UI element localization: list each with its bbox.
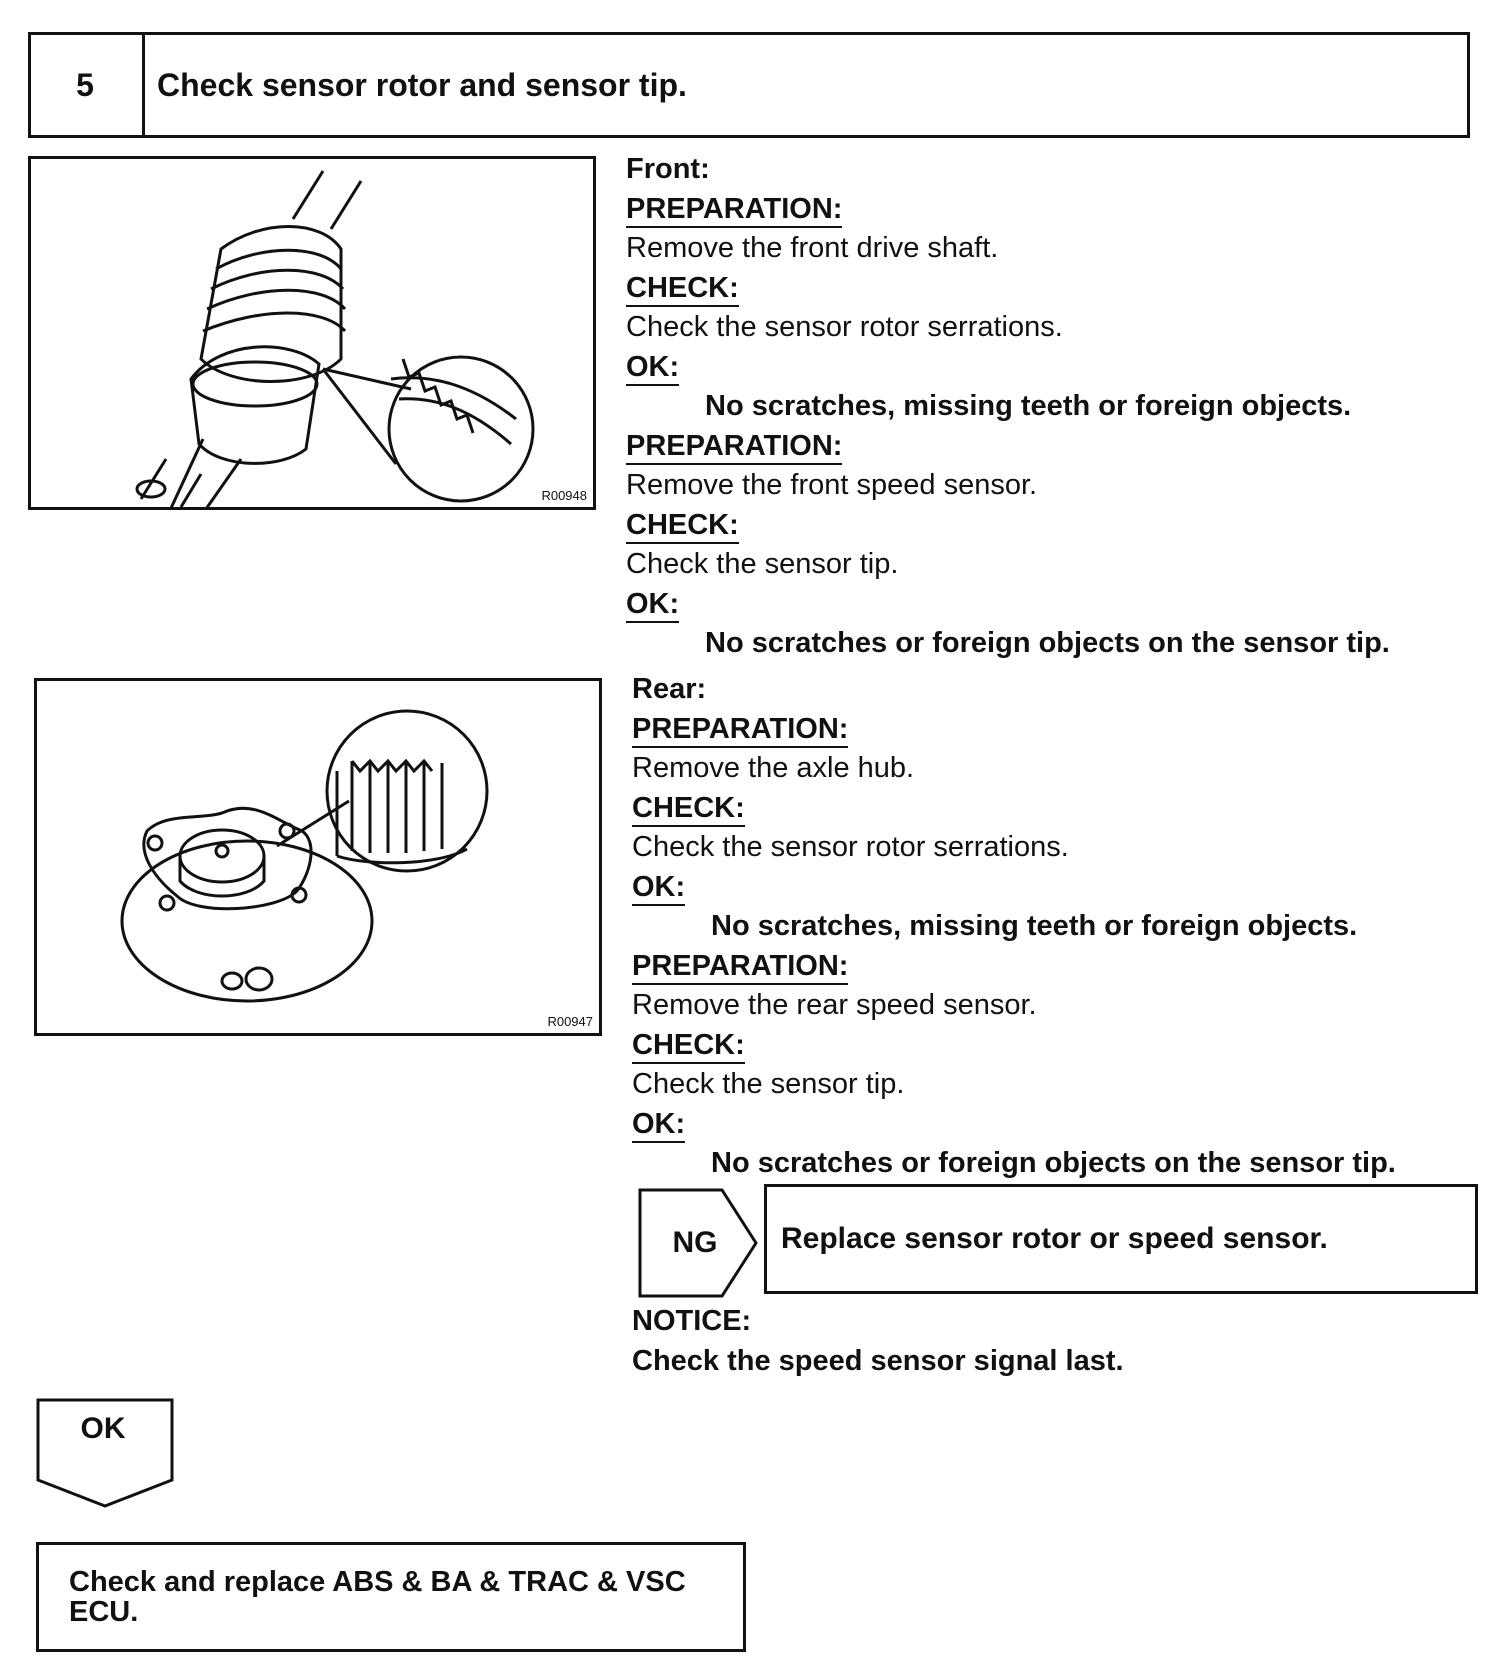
ng-label: NG bbox=[672, 1226, 718, 1259]
axle-hub-illustration bbox=[37, 681, 599, 1033]
front-section bbox=[626, 150, 1390, 664]
check-label: CHECK: bbox=[626, 271, 739, 307]
check-label: CHECK: bbox=[632, 791, 745, 827]
ok-spec: No scratches or foreign objects on the sensor tip. bbox=[711, 1147, 1396, 1179]
check-text: Check the sensor tip. bbox=[626, 548, 899, 580]
preparation-label: PREPARATION: bbox=[626, 429, 842, 465]
ok-spec: No scratches, missing teeth or foreign objects. bbox=[705, 390, 1352, 422]
preparation-text: Remove the front drive shaft. bbox=[626, 232, 999, 264]
ok-label: OK: bbox=[626, 350, 679, 386]
final-action-box bbox=[36, 1542, 746, 1652]
notice bbox=[632, 1302, 1124, 1381]
drive-shaft-illustration bbox=[31, 159, 593, 507]
rear-axle-hub-figure bbox=[34, 678, 602, 1036]
front-drive-shaft-figure bbox=[28, 156, 596, 510]
ok-result-label: OK bbox=[80, 1412, 126, 1445]
preparation-text: Remove the front speed sensor. bbox=[626, 469, 1038, 501]
front-heading: Front: bbox=[626, 153, 710, 185]
preparation-label: PREPARATION: bbox=[632, 712, 848, 748]
final-action-line: Check and replace ABS & BA & TRAC & VSC bbox=[69, 1566, 686, 1598]
check-label: CHECK: bbox=[626, 508, 739, 544]
ng-action-box bbox=[764, 1184, 1478, 1294]
step-number: 5 bbox=[28, 32, 145, 138]
check-label: CHECK: bbox=[632, 1028, 745, 1064]
step-title: Check sensor rotor and sensor tip. bbox=[157, 66, 687, 103]
ok-label: OK: bbox=[632, 1107, 685, 1143]
notice-label: NOTICE: bbox=[632, 1305, 752, 1337]
figure-code: R00948 bbox=[541, 488, 587, 503]
check-text: Check the sensor rotor serrations. bbox=[632, 831, 1069, 863]
preparation-label: PREPARATION: bbox=[626, 192, 842, 228]
ok-label: OK: bbox=[632, 870, 685, 906]
figure-code: R00947 bbox=[547, 1014, 593, 1029]
notice-text: Check the speed sensor signal last. bbox=[632, 1344, 1124, 1377]
check-text: Check the sensor rotor serrations. bbox=[626, 311, 1063, 343]
rear-section bbox=[632, 670, 1396, 1184]
preparation-label: PREPARATION: bbox=[632, 949, 848, 985]
ok-label: OK: bbox=[626, 587, 679, 623]
preparation-text: Remove the axle hub. bbox=[632, 752, 915, 784]
rear-heading: Rear: bbox=[632, 673, 707, 705]
ok-spec: No scratches, missing teeth or foreign objects. bbox=[711, 910, 1358, 942]
ng-action-text: Replace sensor rotor or speed sensor. bbox=[781, 1222, 1328, 1255]
final-action-line: ECU. bbox=[69, 1596, 139, 1628]
ok-spec: No scratches or foreign objects on the sensor tip. bbox=[705, 627, 1390, 659]
check-text: Check the sensor tip. bbox=[632, 1068, 905, 1100]
preparation-text: Remove the rear speed sensor. bbox=[632, 989, 1037, 1021]
